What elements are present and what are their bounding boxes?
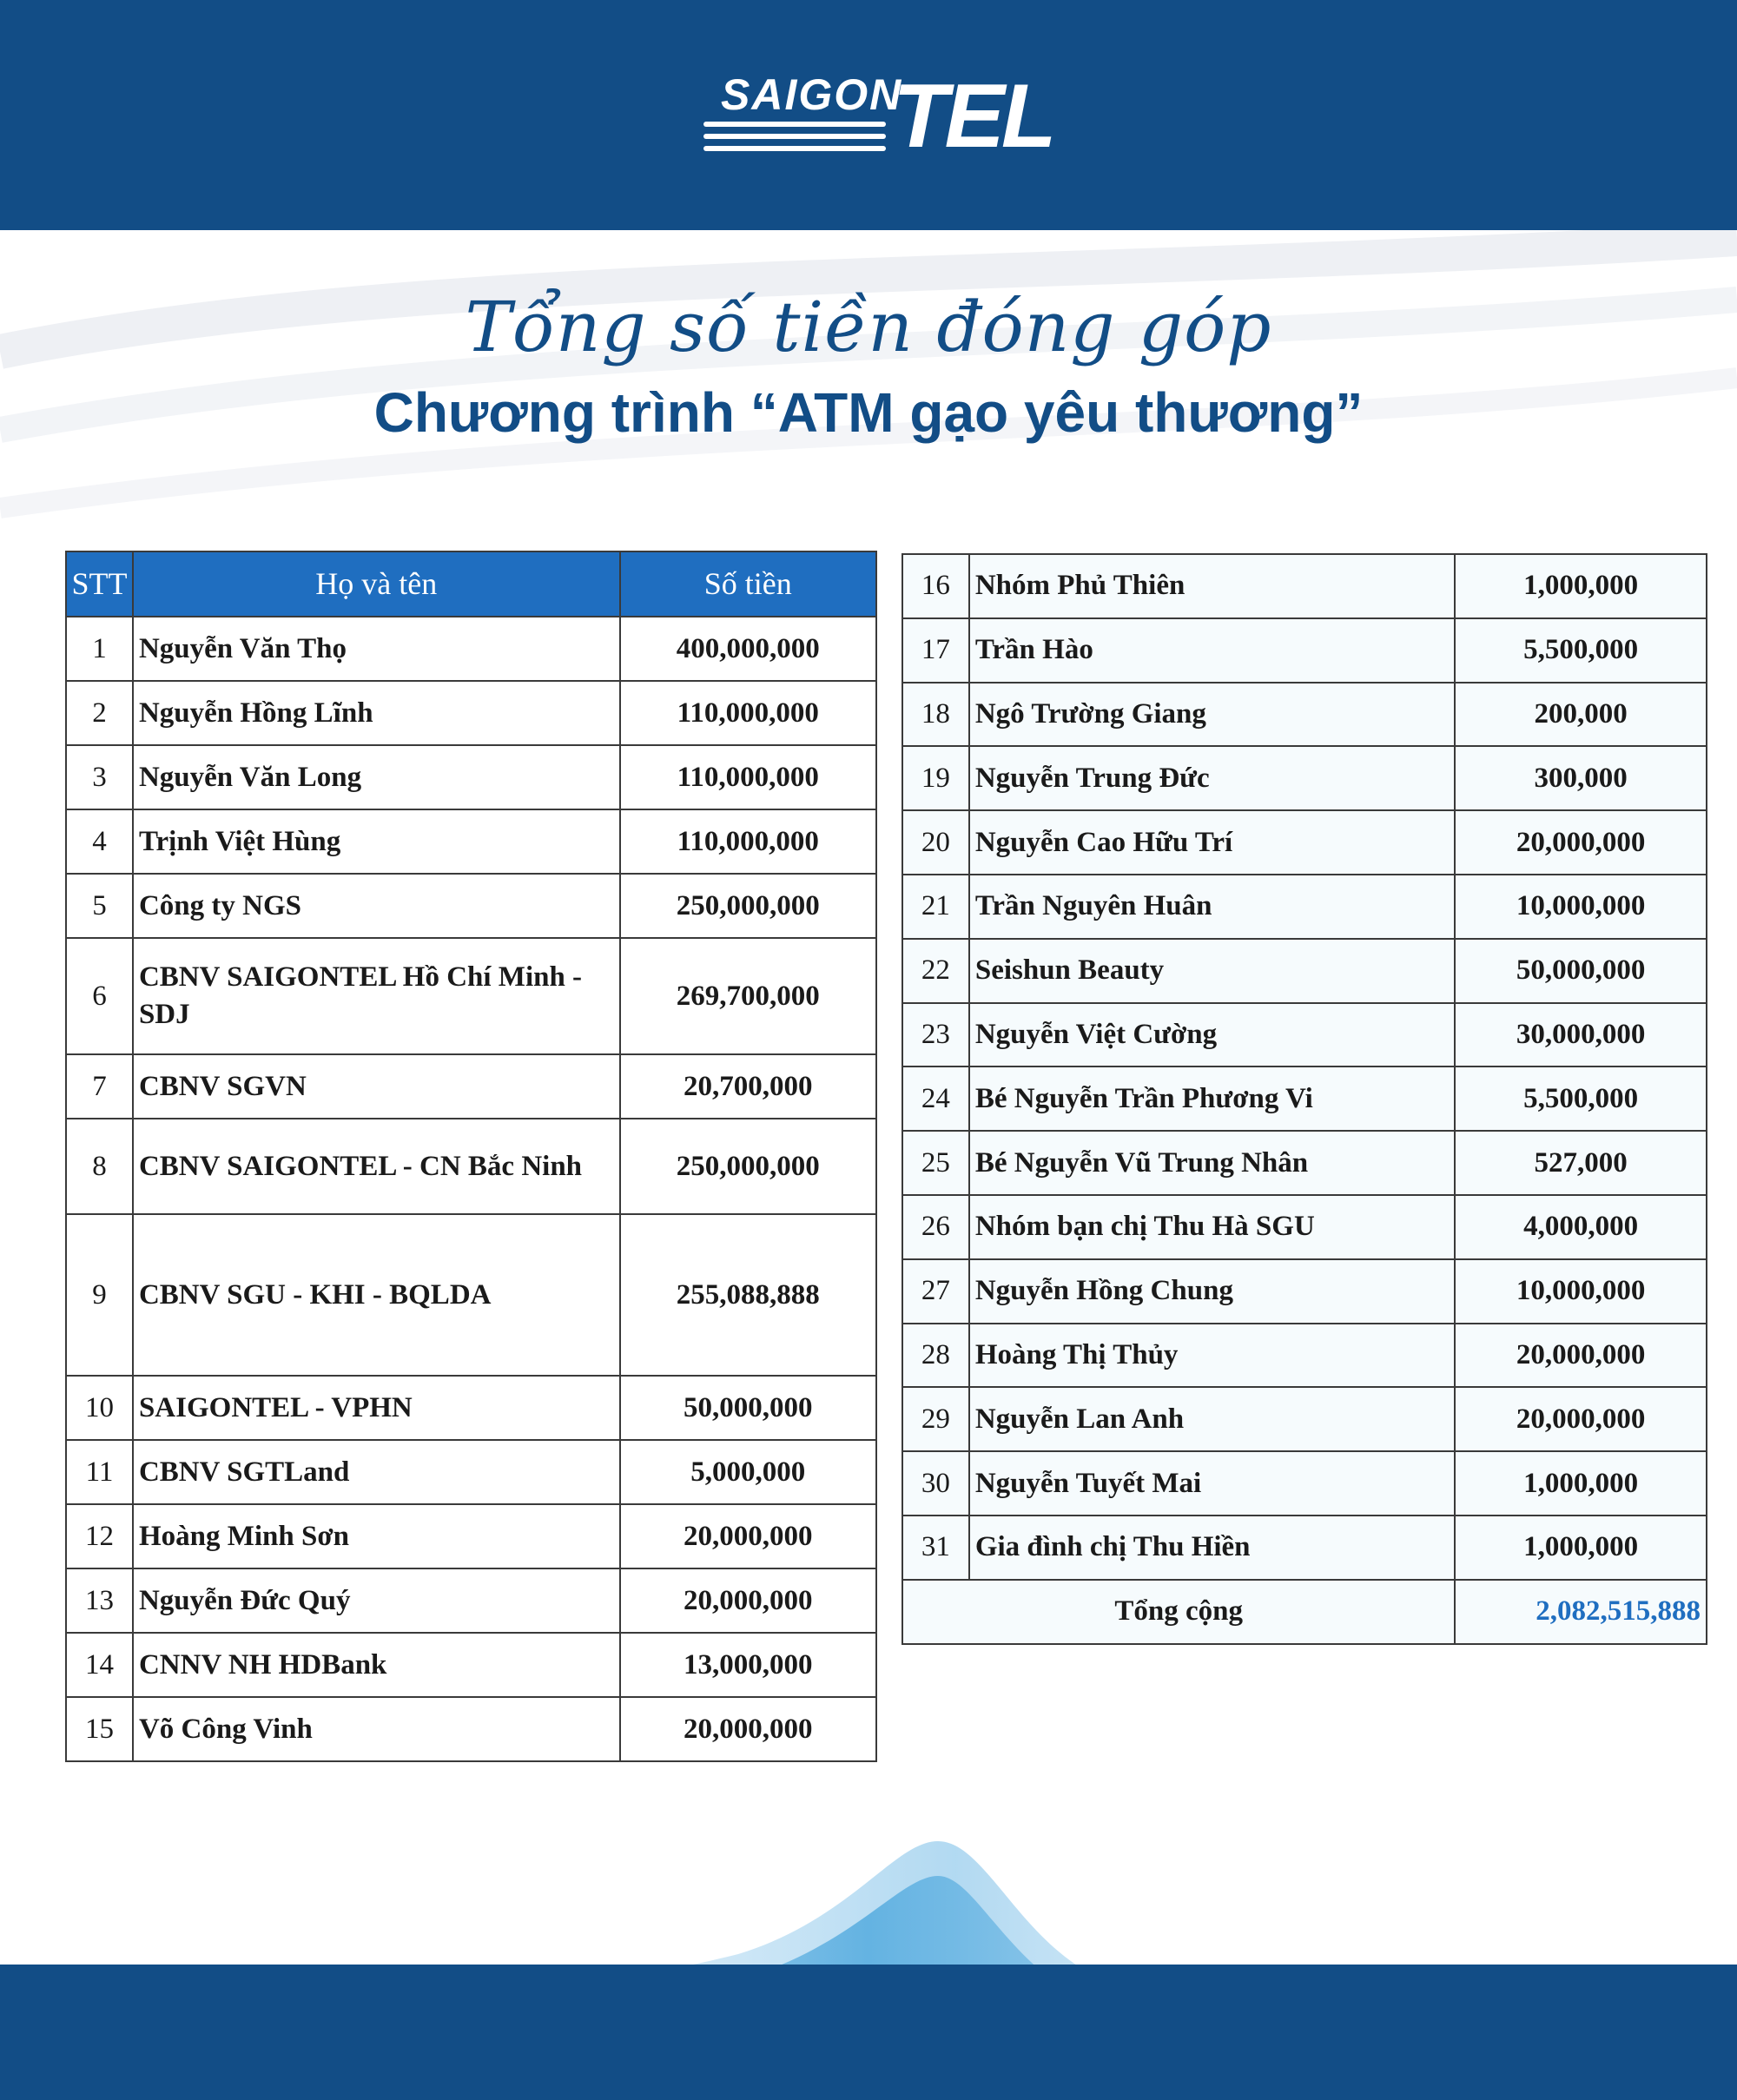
header-name: Họ và tên bbox=[133, 551, 620, 617]
row-amount: 110,000,000 bbox=[620, 809, 877, 874]
table-row bbox=[902, 1131, 1707, 1195]
row-stt: 9 bbox=[66, 1214, 133, 1376]
row-amount: 20,000,000 bbox=[620, 1697, 877, 1761]
logo-word: SAIGON bbox=[721, 70, 903, 119]
row-name: Võ Công Vinh bbox=[133, 1697, 620, 1761]
table-row bbox=[66, 1633, 876, 1697]
row-stt: 22 bbox=[902, 939, 969, 1003]
row-stt: 4 bbox=[66, 809, 133, 874]
table-row bbox=[902, 683, 1707, 747]
row-name: CBNV SGVN bbox=[133, 1054, 620, 1119]
row-name: Nguyễn Hồng Lĩnh bbox=[133, 681, 620, 745]
table-row bbox=[66, 1504, 876, 1568]
page-title: Chương trình “ATM gạo yêu thương” bbox=[373, 381, 1364, 444]
logo-stripes bbox=[703, 122, 886, 158]
row-amount: 4,000,000 bbox=[1455, 1195, 1707, 1259]
table-row bbox=[66, 874, 876, 938]
row-stt: 7 bbox=[66, 1054, 133, 1119]
row-amount: 400,000,000 bbox=[620, 617, 877, 681]
table-row bbox=[66, 1214, 876, 1376]
row-amount: 20,700,000 bbox=[620, 1054, 877, 1119]
header-stt: STT bbox=[66, 551, 133, 617]
row-name: Trịnh Việt Hùng bbox=[133, 809, 620, 874]
row-amount: 10,000,000 bbox=[1455, 1259, 1707, 1324]
table-row bbox=[902, 1324, 1707, 1388]
row-name: Hoàng Minh Sơn bbox=[133, 1504, 620, 1568]
table-row bbox=[66, 1568, 876, 1633]
row-amount: 250,000,000 bbox=[620, 874, 877, 938]
donation-table-left bbox=[65, 551, 877, 1762]
table-row bbox=[902, 939, 1707, 1003]
row-name: SAIGONTEL - VPHN bbox=[133, 1376, 620, 1440]
total-label: Tổng cộng bbox=[902, 1580, 1455, 1644]
row-amount: 250,000,000 bbox=[620, 1119, 877, 1214]
table-header bbox=[66, 551, 876, 617]
table-row bbox=[66, 809, 876, 874]
row-stt: 6 bbox=[66, 938, 133, 1054]
table-row bbox=[66, 745, 876, 809]
row-stt: 30 bbox=[902, 1451, 969, 1516]
row-stt: 28 bbox=[902, 1324, 969, 1388]
row-name: Nguyễn Hồng Chung bbox=[969, 1259, 1455, 1324]
total-amount: 2,082,515,888 bbox=[1455, 1580, 1707, 1644]
row-name: CBNV SGU - KHI - BQLDA bbox=[133, 1214, 620, 1376]
row-amount: 110,000,000 bbox=[620, 681, 877, 745]
row-stt: 11 bbox=[66, 1440, 133, 1504]
row-name: Nguyễn Tuyết Mai bbox=[969, 1451, 1455, 1516]
row-stt: 25 bbox=[902, 1131, 969, 1195]
footer-band bbox=[0, 1965, 1737, 2100]
row-amount: 5,500,000 bbox=[1455, 618, 1707, 683]
row-stt: 5 bbox=[66, 874, 133, 938]
header-amount: Số tiền bbox=[620, 551, 877, 617]
row-stt: 31 bbox=[902, 1516, 969, 1580]
row-name: Hoàng Thị Thủy bbox=[969, 1324, 1455, 1388]
row-name: Nhóm Phủ Thiên bbox=[969, 554, 1455, 618]
row-stt: 20 bbox=[902, 810, 969, 875]
table-row bbox=[902, 746, 1707, 810]
row-name: Nguyễn Lan Anh bbox=[969, 1387, 1455, 1451]
row-amount: 20,000,000 bbox=[1455, 1324, 1707, 1388]
table-row bbox=[66, 1697, 876, 1761]
table-row bbox=[902, 1259, 1707, 1324]
row-amount: 300,000 bbox=[1455, 746, 1707, 810]
table-row bbox=[66, 1376, 876, 1440]
row-amount: 20,000,000 bbox=[1455, 1387, 1707, 1451]
table-row bbox=[66, 1440, 876, 1504]
row-amount: 269,700,000 bbox=[620, 938, 877, 1054]
row-name: Nguyễn Trung Đức bbox=[969, 746, 1455, 810]
row-stt: 14 bbox=[66, 1633, 133, 1697]
row-stt: 2 bbox=[66, 681, 133, 745]
row-amount: 1,000,000 bbox=[1455, 1516, 1707, 1580]
row-stt: 17 bbox=[902, 618, 969, 683]
row-name: Ngô Trường Giang bbox=[969, 683, 1455, 747]
row-amount: 110,000,000 bbox=[620, 745, 877, 809]
row-amount: 255,088,888 bbox=[620, 1214, 877, 1376]
table-row bbox=[66, 617, 876, 681]
row-stt: 29 bbox=[902, 1387, 969, 1451]
row-amount: 20,000,000 bbox=[1455, 810, 1707, 875]
row-amount: 50,000,000 bbox=[620, 1376, 877, 1440]
table-row bbox=[902, 1387, 1707, 1451]
table-row bbox=[902, 618, 1707, 683]
table-row bbox=[66, 1119, 876, 1214]
row-stt: 15 bbox=[66, 1697, 133, 1761]
table-row bbox=[902, 810, 1707, 875]
table-row bbox=[902, 1195, 1707, 1259]
row-amount: 5,500,000 bbox=[1455, 1067, 1707, 1131]
row-stt: 8 bbox=[66, 1119, 133, 1214]
row-name: Trần Hào bbox=[969, 618, 1455, 683]
row-name: Nguyễn Đức Quý bbox=[133, 1568, 620, 1633]
row-name: CNNV NH HDBank bbox=[133, 1633, 620, 1697]
table-row bbox=[66, 1054, 876, 1119]
row-stt: 21 bbox=[902, 875, 969, 939]
row-amount: 10,000,000 bbox=[1455, 875, 1707, 939]
row-stt: 26 bbox=[902, 1195, 969, 1259]
row-name: Nguyễn Văn Long bbox=[133, 745, 620, 809]
table-row bbox=[902, 1067, 1707, 1131]
row-name: CBNV SAIGONTEL Hồ Chí Minh - SDJ bbox=[133, 938, 620, 1054]
table-row bbox=[902, 1516, 1707, 1580]
row-stt: 1 bbox=[66, 617, 133, 681]
table-row bbox=[902, 1003, 1707, 1067]
row-stt: 3 bbox=[66, 745, 133, 809]
row-amount: 527,000 bbox=[1455, 1131, 1707, 1195]
row-stt: 18 bbox=[902, 683, 969, 747]
row-name: CBNV SGTLand bbox=[133, 1440, 620, 1504]
table-row bbox=[902, 875, 1707, 939]
row-amount: 200,000 bbox=[1455, 683, 1707, 747]
table-row bbox=[902, 554, 1707, 618]
donation-table-right bbox=[902, 553, 1707, 1645]
table-row bbox=[902, 1451, 1707, 1516]
row-stt: 12 bbox=[66, 1504, 133, 1568]
row-name: Trần Nguyên Huân bbox=[969, 875, 1455, 939]
row-amount: 50,000,000 bbox=[1455, 939, 1707, 1003]
row-amount: 1,000,000 bbox=[1455, 554, 1707, 618]
row-name: Nguyễn Việt Cường bbox=[969, 1003, 1455, 1067]
title-script: Tổng số tiền đóng góp bbox=[465, 287, 1272, 367]
row-amount: 20,000,000 bbox=[620, 1504, 877, 1568]
row-name: Seishun Beauty bbox=[969, 939, 1455, 1003]
row-name: Nguyễn Cao Hữu Trí bbox=[969, 810, 1455, 875]
total-row bbox=[902, 1580, 1707, 1644]
row-stt: 10 bbox=[66, 1376, 133, 1440]
row-amount: 1,000,000 bbox=[1455, 1451, 1707, 1516]
row-stt: 23 bbox=[902, 1003, 969, 1067]
table-row bbox=[66, 681, 876, 745]
row-amount: 30,000,000 bbox=[1455, 1003, 1707, 1067]
row-stt: 27 bbox=[902, 1259, 969, 1324]
row-stt: 13 bbox=[66, 1568, 133, 1633]
row-name: Nguyễn Văn Thọ bbox=[133, 617, 620, 681]
row-amount: 13,000,000 bbox=[620, 1633, 877, 1697]
row-stt: 19 bbox=[902, 746, 969, 810]
row-amount: 20,000,000 bbox=[620, 1568, 877, 1633]
row-name: Bé Nguyễn Trần Phương Vi bbox=[969, 1067, 1455, 1131]
row-name: Công ty NGS bbox=[133, 874, 620, 938]
row-name: Gia đình chị Thu Hiền bbox=[969, 1516, 1455, 1580]
row-stt: 24 bbox=[902, 1067, 969, 1131]
row-name: Bé Nguyễn Vũ Trung Nhân bbox=[969, 1131, 1455, 1195]
saigontel-logo bbox=[703, 66, 1053, 167]
row-name: CBNV SAIGONTEL - CN Bắc Ninh bbox=[133, 1119, 620, 1214]
row-stt: 16 bbox=[902, 554, 969, 618]
table-row bbox=[66, 938, 876, 1054]
logo-suffix: TEL bbox=[893, 66, 1053, 167]
row-name: Nhóm bạn chị Thu Hà SGU bbox=[969, 1195, 1455, 1259]
row-amount: 5,000,000 bbox=[620, 1440, 877, 1504]
